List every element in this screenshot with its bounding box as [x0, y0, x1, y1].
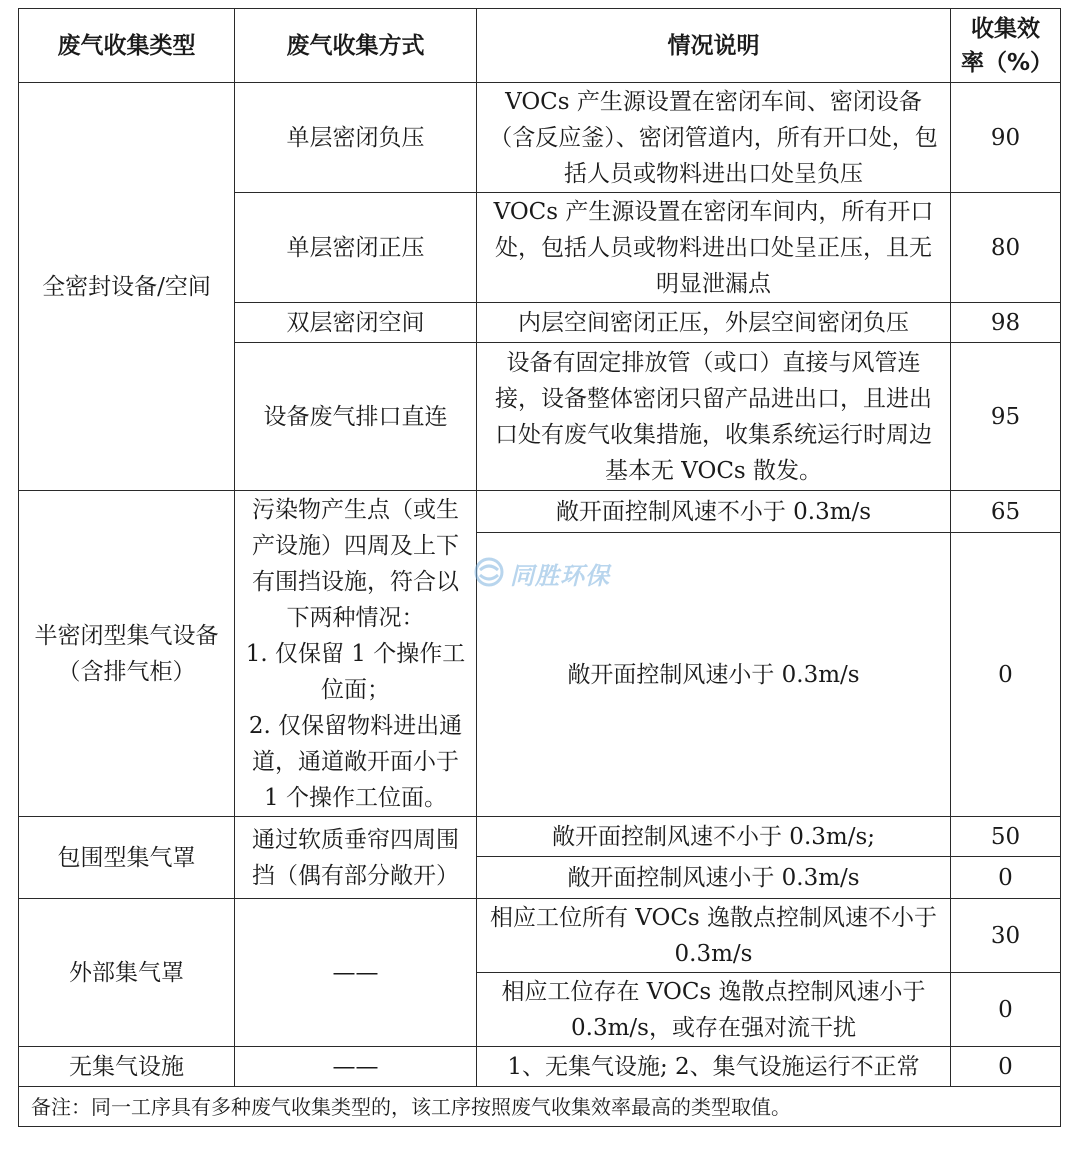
table-row [19, 817, 1061, 857]
description-cell: VOCs 产生源设置在密闭车间、密闭设备（含反应釜）、密闭管道内，所有开口处，包括人员或物料进出口处呈负压 [477, 83, 951, 193]
efficiency-cell: 90 [951, 83, 1061, 193]
header-description: 情况说明 [477, 9, 951, 83]
efficiency-cell: 0 [951, 533, 1061, 817]
description-cell: 敞开面控制风速不小于 0.3m/s [477, 491, 951, 533]
efficiency-cell: 98 [951, 303, 1061, 343]
efficiency-cell: 65 [951, 491, 1061, 533]
table-row [19, 1047, 1061, 1087]
header-efficiency: 收集效率（%） [951, 9, 1061, 83]
efficiency-cell: 0 [951, 973, 1061, 1047]
method-cell: —— [235, 1047, 477, 1087]
method-cell: 单层密闭负压 [235, 83, 477, 193]
description-cell: 设备有固定排放管（或口）直接与风管连接，设备整体密闭只留产品进出口，且进出口处有废气收集措施，收集系统运行时周边基本无 VOCs 散发。 [477, 343, 951, 491]
efficiency-cell: 95 [951, 343, 1061, 491]
table-row [19, 899, 1061, 973]
method-cell: 污染物产生点（或生产设施）四周及上下有围挡设施，符合以下两种情况： 1. 仅保留 1 个操作工位面； 2. 仅保留物料进出通道，通道敞开面小于 1 个操作工位面。 [235, 491, 477, 817]
method-cell: 设备废气排口直连 [235, 343, 477, 491]
method-cell: 单层密闭正压 [235, 193, 477, 303]
description-cell: VOCs 产生源设置在密闭车间内，所有开口处，包括人员或物料进出口处呈正压，且无明显泄漏点 [477, 193, 951, 303]
type-cell: 半密闭型集气设备（含排气柜） [19, 491, 235, 817]
description-cell: 相应工位所有 VOCs 逸散点控制风速不小于 0.3m/s [477, 899, 951, 973]
table-header-row [19, 9, 1061, 83]
type-cell: 无集气设施 [19, 1047, 235, 1087]
note-row [19, 1087, 1061, 1127]
description-cell: 内层空间密闭正压，外层空间密闭负压 [477, 303, 951, 343]
method-cell: 双层密闭空间 [235, 303, 477, 343]
description-cell: 敞开面控制风速不小于 0.3m/s; [477, 817, 951, 857]
description-cell: 1、无集气设施; 2、集气设施运行不正常 [477, 1047, 951, 1087]
type-cell: 全密封设备/空间 [19, 83, 235, 491]
description-cell: 敞开面控制风速小于 0.3m/s [477, 533, 951, 817]
description-cell: 相应工位存在 VOCs 逸散点控制风速小于 0.3m/s，或存在强对流干扰 [477, 973, 951, 1047]
efficiency-cell: 80 [951, 193, 1061, 303]
efficiency-cell: 0 [951, 1047, 1061, 1087]
method-cell: —— [235, 899, 477, 1047]
header-method: 废气收集方式 [235, 9, 477, 83]
table-row [19, 491, 1061, 533]
efficiency-cell: 0 [951, 857, 1061, 899]
method-cell: 通过软质垂帘四周围挡（偶有部分敞开） [235, 817, 477, 899]
description-cell: 敞开面控制风速小于 0.3m/s [477, 857, 951, 899]
type-cell: 包围型集气罩 [19, 817, 235, 899]
collection-efficiency-table [18, 8, 1061, 1127]
type-cell: 外部集气罩 [19, 899, 235, 1047]
efficiency-cell: 50 [951, 817, 1061, 857]
efficiency-cell: 30 [951, 899, 1061, 973]
watermark-text: 同胜环保 [510, 562, 610, 590]
table-row [19, 83, 1061, 193]
table-note: 备注：同一工序具有多种废气收集类型的，该工序按照废气收集效率最高的类型取值。 [19, 1087, 1061, 1127]
header-type: 废气收集类型 [19, 9, 235, 83]
